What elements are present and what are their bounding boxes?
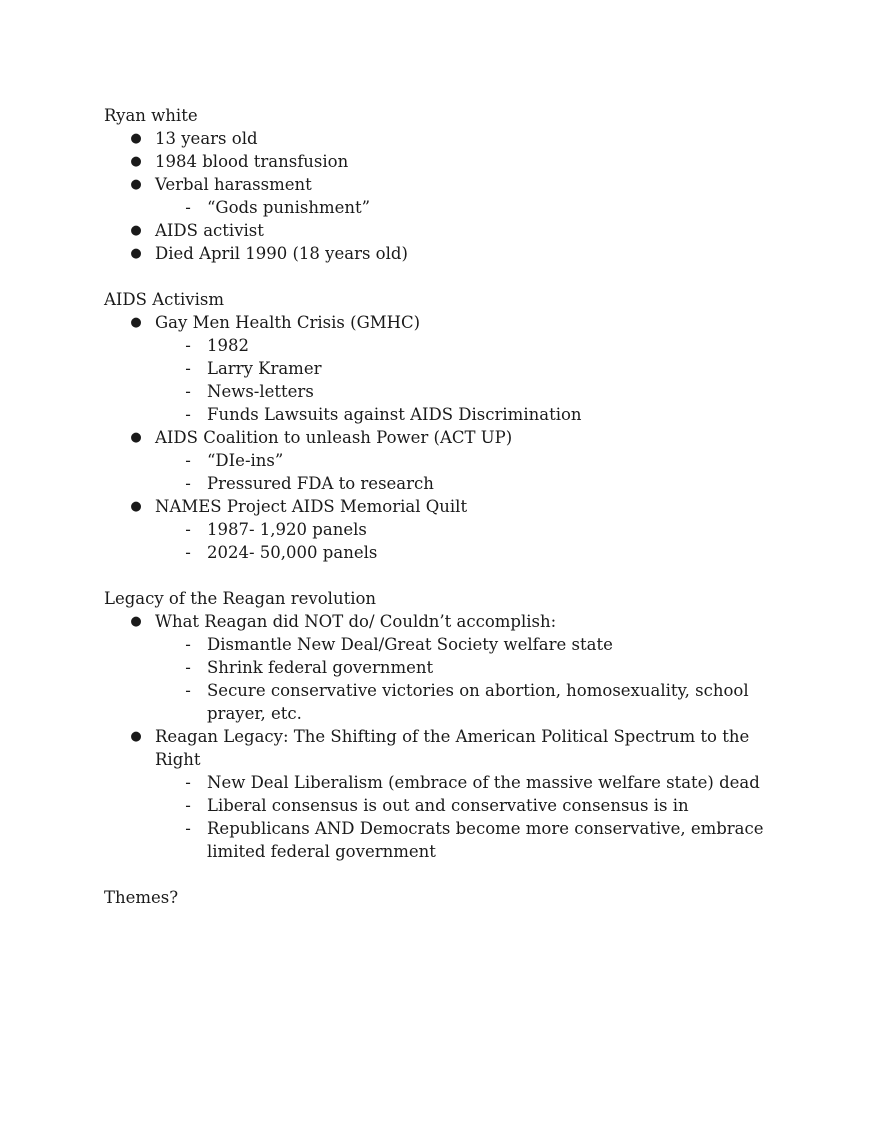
bullet-item (104, 495, 784, 564)
bullet-text: NAMES Project AIDS Memorial Quilt (155, 497, 468, 516)
bullet-list (104, 610, 784, 863)
sub-item-text: “DIe-ins” (207, 451, 284, 470)
dash-marker-icon: - (185, 451, 191, 470)
bullet-item (104, 426, 784, 495)
sub-item-text: Larry Kramer (207, 359, 322, 378)
sub-item (104, 357, 782, 380)
bullet-text: Verbal harassment (155, 175, 312, 194)
sub-list (104, 449, 784, 495)
sub-item (104, 334, 782, 357)
sub-item-text: 1987- 1,920 panels (207, 520, 367, 539)
section-ryan-white (104, 104, 784, 265)
bullet-marker-icon: ● (130, 246, 142, 261)
bullet-text: 13 years old (155, 129, 258, 148)
sub-item (104, 196, 782, 219)
sub-item-text: Shrink federal government (207, 658, 434, 677)
dash-marker-icon: - (185, 796, 191, 815)
bullet-marker-icon: ● (130, 223, 142, 238)
bullet-item (104, 725, 784, 863)
section-aids-activism (104, 288, 784, 564)
bullet-list (104, 127, 784, 265)
section-spacer (104, 265, 784, 288)
sub-item (104, 656, 782, 679)
bullet-text: AIDS activist (155, 221, 264, 240)
bullet-list (104, 311, 784, 564)
bullet-marker-icon: ● (130, 315, 142, 330)
sub-item-text: 1982 (207, 336, 249, 355)
bullet-item (104, 219, 784, 242)
section-themes (104, 886, 784, 909)
sub-item (104, 472, 782, 495)
sub-item (104, 518, 782, 541)
bullet-item (104, 173, 784, 219)
sub-item (104, 679, 782, 725)
bullet-item (104, 242, 784, 265)
dash-marker-icon: - (185, 382, 191, 401)
sub-item (104, 541, 782, 564)
bullet-item (104, 150, 784, 173)
bullet-row (104, 311, 784, 334)
bullet-text: Reagan Legacy: The Shifting of the American Political Spectrum to the Right (155, 727, 750, 769)
bullet-marker-icon: ● (130, 614, 142, 629)
section-heading: Legacy of the Reagan revolution (104, 589, 377, 608)
dash-marker-icon: - (185, 198, 191, 217)
sub-item-text: Secure conservative victories on abortion, homosexuality, school prayer, etc. (207, 681, 749, 723)
section-legacy-of-the-reagan-revolution (104, 587, 784, 863)
bullet-row (104, 242, 784, 265)
dash-marker-icon: - (185, 405, 191, 424)
bullet-row (104, 173, 784, 196)
dash-marker-icon: - (185, 474, 191, 493)
sub-list (104, 196, 784, 219)
bullet-item (104, 127, 784, 150)
bullet-text: Gay Men Health Crisis (GMHC) (155, 313, 421, 332)
bullet-marker-icon: ● (130, 729, 142, 744)
sub-list (104, 633, 784, 725)
section-spacer (104, 863, 784, 886)
dash-marker-icon: - (185, 359, 191, 378)
bullet-text: Died April 1990 (18 years old) (155, 244, 408, 263)
bullet-row (104, 426, 784, 449)
bullet-row (104, 495, 784, 518)
bullet-marker-icon: ● (130, 154, 142, 169)
dash-marker-icon: - (185, 336, 191, 355)
dash-marker-icon: - (185, 819, 191, 838)
sub-item-text: New Deal Liberalism (embrace of the massive welfare state) dead (207, 773, 760, 792)
sub-item (104, 817, 782, 863)
sub-item-text: News-letters (207, 382, 314, 401)
dash-marker-icon: - (185, 635, 191, 654)
dash-marker-icon: - (185, 658, 191, 677)
bullet-item (104, 610, 784, 725)
sub-item-text: Funds Lawsuits against AIDS Discrimination (207, 405, 582, 424)
bullet-marker-icon: ● (130, 131, 142, 146)
section-spacer (104, 564, 784, 587)
dash-marker-icon: - (185, 773, 191, 792)
sub-item-text: “Gods punishment” (207, 198, 371, 217)
section-heading: AIDS Activism (104, 290, 224, 309)
section-heading: Themes? (104, 888, 179, 907)
section-heading: Ryan white (104, 106, 198, 125)
sub-item-text: Pressured FDA to research (207, 474, 434, 493)
sub-item-text: 2024- 50,000 panels (207, 543, 378, 562)
bullet-marker-icon: ● (130, 499, 142, 514)
document-content (104, 104, 784, 909)
bullet-row (104, 219, 784, 242)
bullet-text: What Reagan did NOT do/ Couldn’t accomplish: (155, 612, 557, 631)
bullet-text: AIDS Coalition to unleash Power (ACT UP) (155, 428, 513, 447)
dash-marker-icon: - (185, 520, 191, 539)
sub-item (104, 449, 782, 472)
bullet-text: 1984 blood transfusion (155, 152, 349, 171)
bullet-marker-icon: ● (130, 430, 142, 445)
dash-marker-icon: - (185, 543, 191, 562)
sub-list (104, 334, 784, 426)
bullet-row (104, 127, 784, 150)
bullet-row (104, 725, 784, 771)
bullet-item (104, 311, 784, 426)
sub-item (104, 771, 782, 794)
sub-item (104, 380, 782, 403)
bullet-row (104, 150, 784, 173)
sub-item-text: Republicans AND Democrats become more conservative, embrace limited federal government (207, 819, 764, 861)
sub-item-text: Liberal consensus is out and conservative consensus is in (207, 796, 689, 815)
sub-item (104, 403, 782, 426)
bullet-marker-icon: ● (130, 177, 142, 192)
sub-list (104, 771, 784, 863)
sub-item (104, 633, 782, 656)
sub-item-text: Dismantle New Deal/Great Society welfare state (207, 635, 613, 654)
bullet-row (104, 610, 784, 633)
sub-item (104, 794, 782, 817)
dash-marker-icon: - (185, 681, 191, 700)
sub-list (104, 518, 784, 564)
